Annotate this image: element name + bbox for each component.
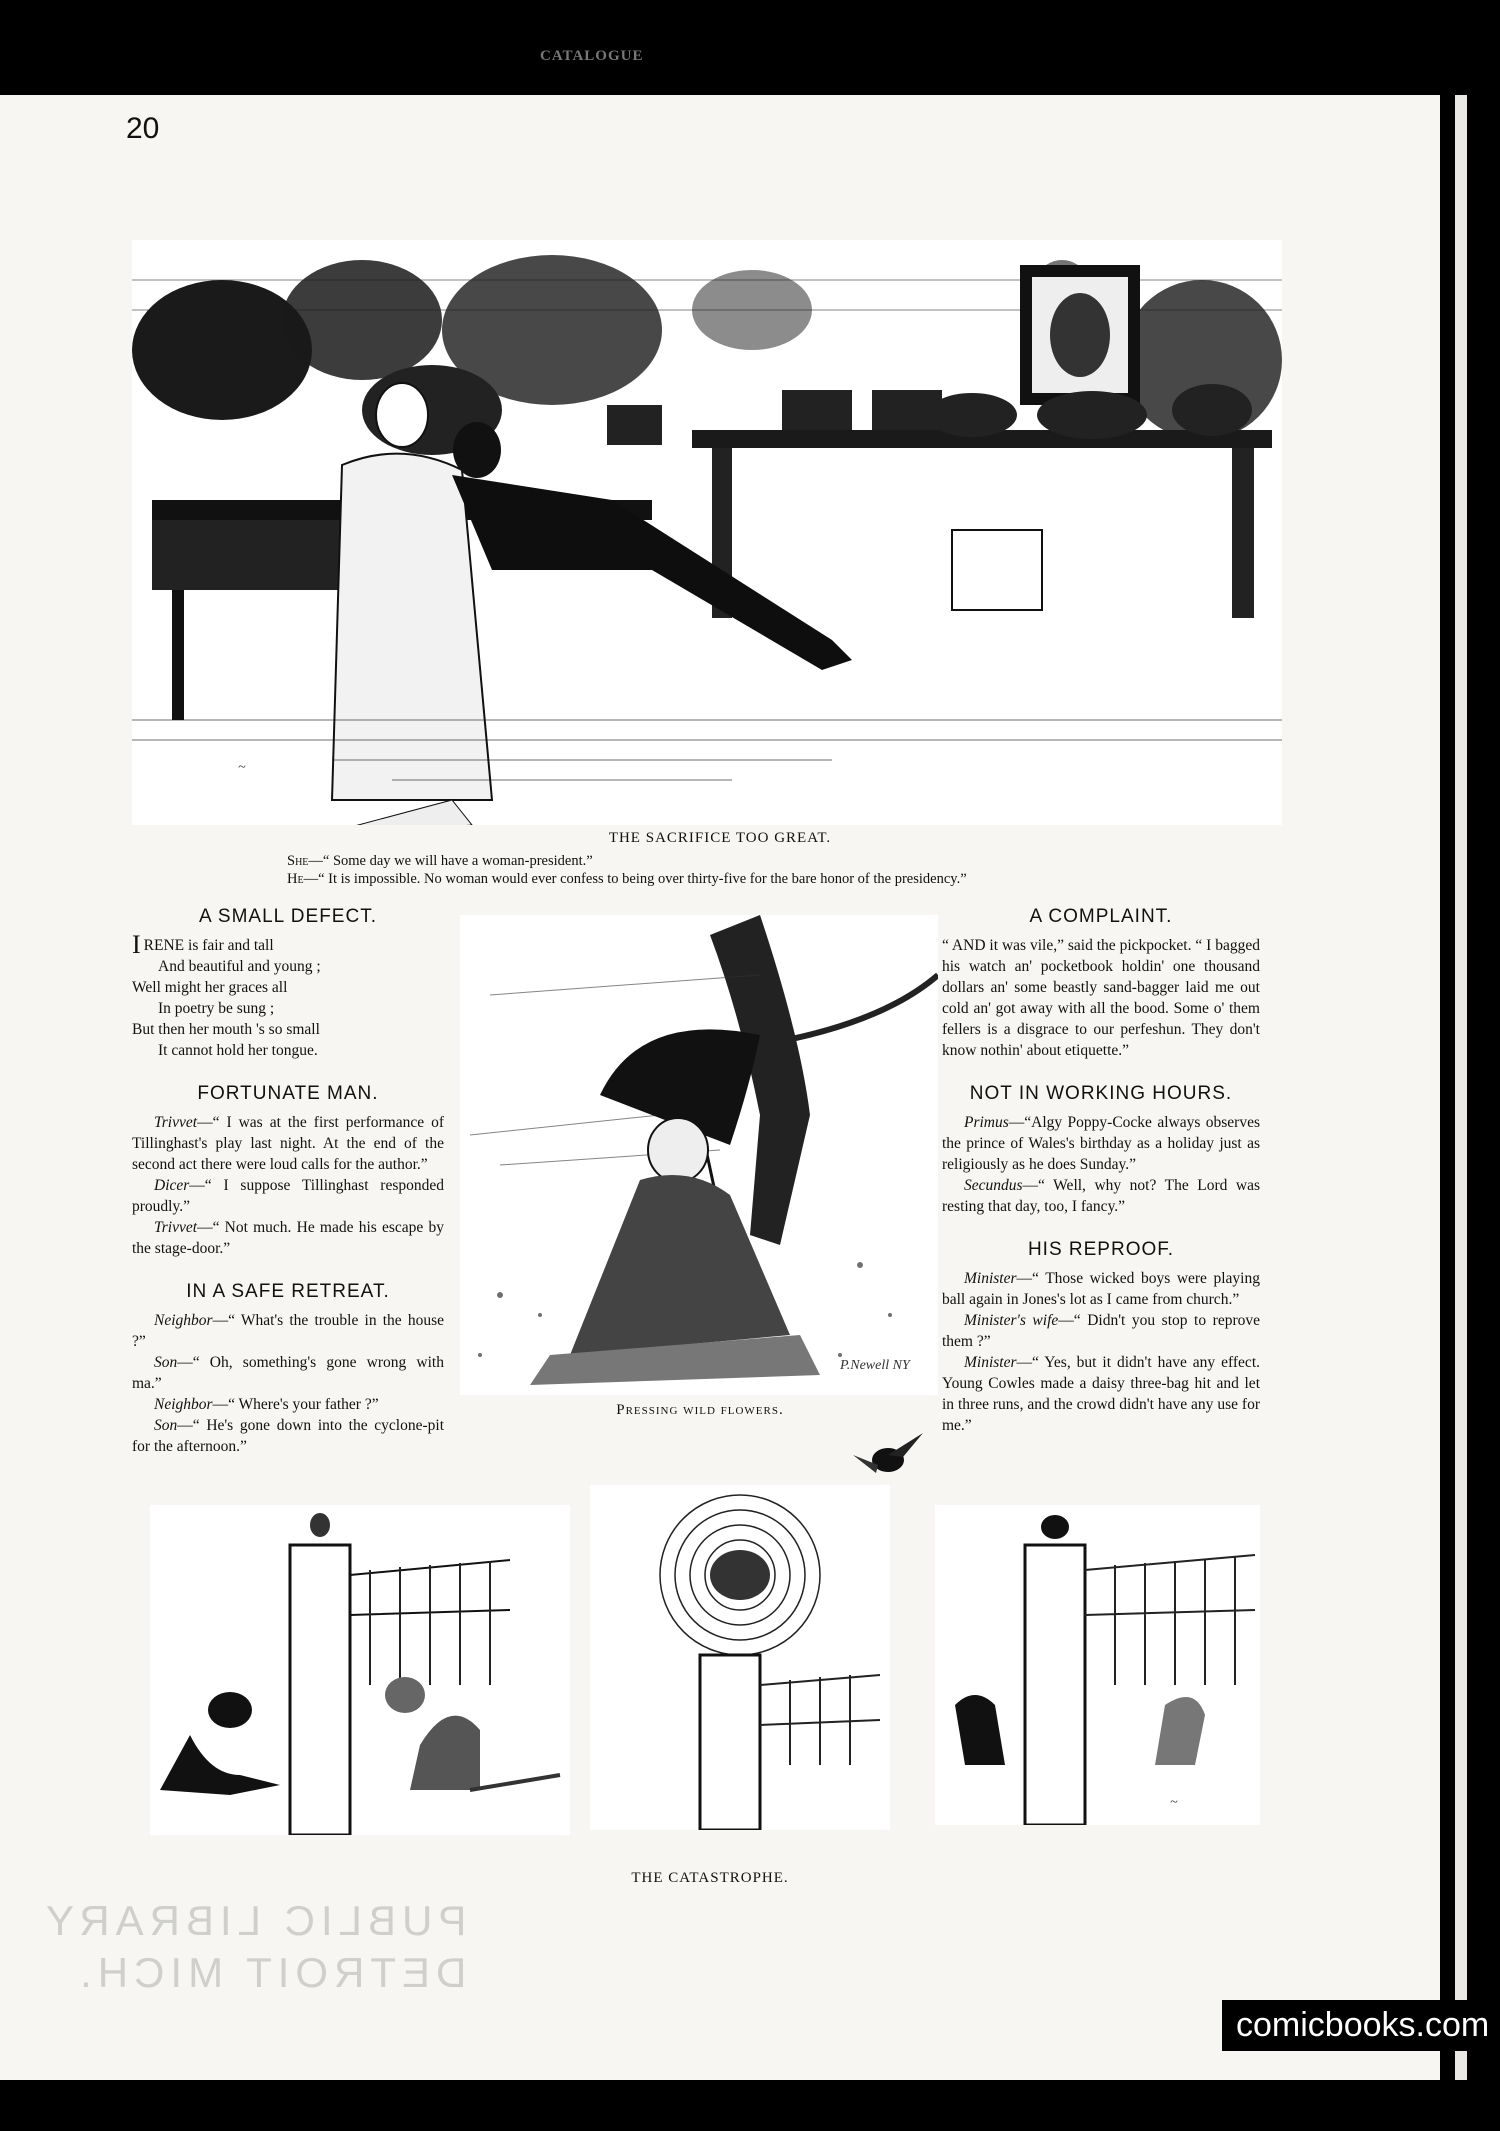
small-defect-heading: A SMALL DEFECT.: [199, 906, 377, 927]
paragraph: “ AND it was vile,” said the pickpocket. “ I bagged his watch an' pocketbook holdin' one thousand dollars an' some beastly sand-bagger laid me out cold an' got away with all the bood. Some o' them fellers is a disgrace to our perfeshun. They don't know nothin' about etiquette.”: [942, 937, 1260, 1059]
catastrophe-panel-right: [935, 1505, 1260, 1825]
paragraph: Minister's wife—“ Didn't you stop to reprove them ?”: [942, 1312, 1260, 1350]
fortunate-man-heading: FORTUNATE MAN.: [197, 1083, 379, 1104]
right-column: [942, 906, 1260, 1458]
poem-line: But then her mouth 's so small: [132, 1021, 320, 1038]
catastrophe-caption: THE CATASTROPHE.: [631, 1870, 789, 1886]
poem-line: In poetry be sung ;: [158, 1000, 275, 1017]
speaker-she: She: [287, 853, 309, 869]
sacrifice-dialogue-he: [287, 870, 1287, 889]
poem-line: And beautiful and young ;: [158, 958, 321, 975]
poem-line: It cannot hold her tongue.: [158, 1042, 318, 1059]
reproof-heading: HIS REPROOF.: [1027, 1239, 1175, 1260]
artist-signature-top: ~: [238, 760, 246, 775]
adjacent-page-edge: [1455, 95, 1467, 2080]
wild-flowers-illustration: [460, 915, 938, 1395]
stamp-line-2: DETROIT MICH.: [74, 1949, 467, 1996]
reproof-section: [942, 1239, 1260, 1436]
paragraph: Neighbor—“ What's the trouble in the house ?”: [132, 1312, 444, 1350]
catastrophe-panel-left: [150, 1505, 570, 1835]
fortunate-man-section: [132, 1083, 444, 1259]
small-defect-section: [132, 906, 444, 1061]
paragraph: Minister—“ Those wicked boys were playing ball again in Jones's lot as I came from church.”: [942, 1270, 1260, 1308]
paragraph: Dicer—“ I suppose Tillinghast responded proudly.”: [132, 1177, 444, 1215]
complaint-section: [942, 906, 1260, 1061]
left-column: [132, 906, 444, 1479]
line-she: —“ Some day we will have a woman-president.”: [308, 853, 593, 869]
catastrophe-panel-center: [590, 1485, 890, 1830]
page-number: 20: [126, 112, 160, 145]
sacrifice-dialogue-she: [287, 852, 1287, 871]
safe-retreat-section: [132, 1281, 444, 1457]
paragraph: Son—“ He's gone down into the cyclone-pit for the afternoon.”: [132, 1417, 444, 1455]
dropcap: I: [132, 930, 141, 959]
poem-line: Well might her graces all: [132, 979, 288, 996]
masthead-bleed: CATALOGUE: [540, 48, 644, 64]
working-hours-heading: NOT IN WORKING HOURS.: [969, 1083, 1233, 1104]
complaint-heading: A COMPLAINT.: [1029, 906, 1173, 927]
paragraph: Son—“ Oh, something's gone wrong with ma.”: [132, 1354, 444, 1392]
paragraph: Minister—“ Yes, but it didn't have any effect. Young Cowles made a daisy three-bag hit and let in three runs, and the crowd didn't have any use for me.”: [942, 1354, 1260, 1434]
line-he: —“ It is impossible. No woman would ever confess to being over thirty-five for the bare honor of the presidency.”: [303, 871, 967, 887]
paragraph: Secundus—“ Well, why not? The Lord was resting that day, too, I fancy.”: [942, 1177, 1260, 1215]
sacrifice-illustration: [132, 240, 1282, 825]
wild-flowers-caption: Pressing wild flowers.: [616, 1402, 784, 1418]
safe-retreat-heading: IN A SAFE RETREAT.: [186, 1281, 390, 1302]
sacrifice-caption: THE SACRIFICE TOO GREAT.: [608, 830, 832, 846]
site-watermark: comicbooks.com: [1222, 2000, 1500, 2051]
paragraph: Primus—“Algy Poppy-Cocke always observes the prince of Wales's birthday as a holiday just as religiously as he does Sunday.”: [942, 1114, 1260, 1173]
library-stamp: [40, 1895, 466, 1999]
paragraph: Trivvet—“ I was at the first performance of Tillinghast's play last night. At the end of the second act there were loud calls for the author.”: [132, 1114, 444, 1173]
stamp-line-1: PUBLIC LIBRARY: [40, 1897, 467, 1944]
poem-line: IRENE is fair and tall: [132, 930, 274, 959]
paragraph: Neighbor—“ Where's your father ?”: [154, 1396, 379, 1413]
speaker-he: He: [287, 871, 304, 887]
newell-signature: P.Newell NY: [840, 1358, 910, 1373]
paragraph: Trivvet—“ Not much. He made his escape by the stage-door.”: [132, 1219, 444, 1257]
working-hours-section: [942, 1083, 1260, 1217]
artist-signature-bottom: ~: [1170, 1795, 1178, 1810]
